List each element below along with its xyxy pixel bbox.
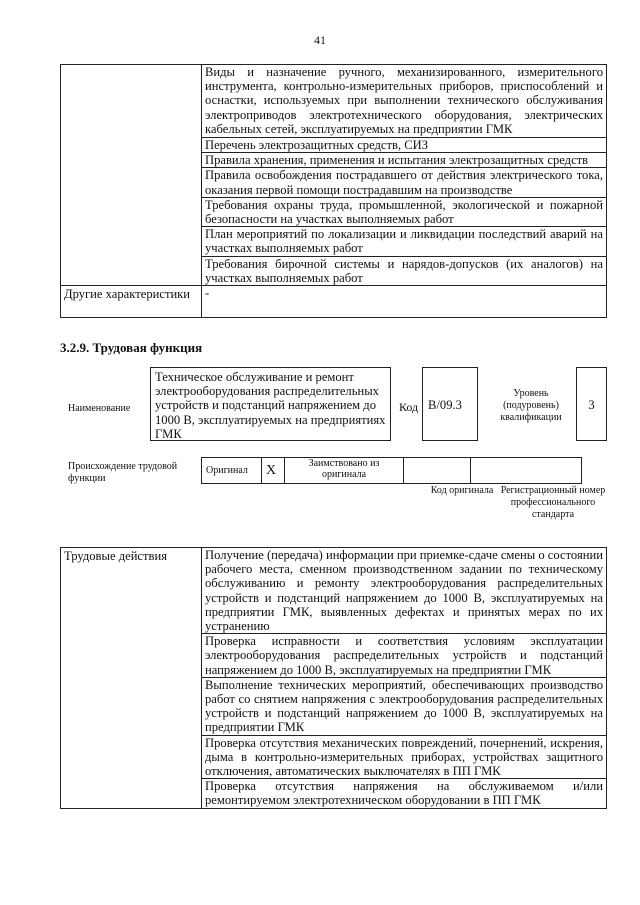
code-original-caption: Код оригинала bbox=[430, 485, 494, 496]
table-cell: Требования бирочной системы и нарядов-допусков (их аналогов) на участках выполняемых работ bbox=[202, 256, 607, 285]
empty-left-cell bbox=[61, 65, 202, 286]
table-cell: Требования охраны труда, промышленной, экологической и пожарной безопасности на участках выполняемых работ bbox=[202, 197, 607, 226]
name-label: Наименование bbox=[68, 403, 131, 414]
table-cell: Получение (передача) информации при приемке-сдаче смены о состоянии рабочего места, сменном производственном задании по техническому обслуживанию и ремонту электрооборудования распределительных устройств и подстанций напряжением до 1000 В, эксплуатируемых на предприятии ГМК, выявленных дефектах и принятых мерах по их устранению bbox=[202, 548, 607, 634]
table-row bbox=[61, 65, 607, 138]
table-row bbox=[202, 458, 582, 484]
function-name-box: Техническое обслуживание и ремонт электрооборудования распределительных устройств и подстанций напряжением до 1000 В, эксплуатируемых на предприятиях ГМК bbox=[150, 367, 391, 441]
labor-actions-table bbox=[60, 547, 607, 809]
reg-number-caption: Регистрационный номер профессионального стандарта bbox=[500, 485, 606, 520]
table-cell: Правила хранения, применения и испытания электрозащитных средств bbox=[202, 153, 607, 168]
level-box: 3 bbox=[576, 367, 607, 441]
page-number: 41 bbox=[314, 33, 326, 47]
original-label: Оригинал bbox=[202, 458, 262, 484]
table-cell: Выполнение технических мероприятий, обеспечивающих производство работ со снятием напряжения с электрооборудования распределительных устройств и подстанций напряжением до 1000 В, эксплуатируемых на предприятии ГМК bbox=[202, 677, 607, 735]
table-row bbox=[61, 548, 607, 634]
other-characteristics-label: Другие характеристики bbox=[61, 286, 202, 318]
knowledge-table bbox=[60, 64, 607, 318]
origin-label: Происхождение трудовой функции bbox=[68, 461, 178, 484]
code-label: Код bbox=[399, 400, 419, 414]
table-cell: Правила освобождения пострадавшего от действия электрического тока, оказания первой помощи пострадавшим на производстве bbox=[202, 168, 607, 197]
level-label: Уровень (подуровень) квалификации bbox=[500, 388, 562, 423]
table-cell: Проверка исправности и соответствия условиям эксплуатации электрооборудования распределительных устройств и подстанций напряжением до 1000 В, эксплуатируемых на предприятии ГМК bbox=[202, 634, 607, 678]
table-cell: Перечень электрозащитных средств, СИЗ bbox=[202, 138, 607, 153]
table-cell: Виды и назначение ручного, механизированного, измерительного инструмента, контрольно-измерительных приборов, приспособлений и оснастки, используемых при выполнении технического обслуживания электроприводов электротехнического оборудования, электрических кабельных сетей, эксплуатируемых на предприятии ГМК bbox=[202, 65, 607, 138]
table-cell: Проверка отсутствия механических повреждений, почернений, искрения, дыма в контрольно-измерительных приборах, устройствах защитного отключения, автоматических выключателях в ПП ГМК bbox=[202, 735, 607, 779]
table-row bbox=[61, 286, 607, 318]
original-mark: X bbox=[262, 458, 285, 484]
table-cell: Проверка отсутствия напряжения на обслуживаемом и/или ремонтируемом электротехническом оборудовании в ПП ГМК bbox=[202, 779, 607, 808]
reg-number-cell bbox=[471, 458, 582, 484]
labor-actions-label: Трудовые действия bbox=[61, 548, 202, 809]
section-heading: 3.2.9. Трудовая функция bbox=[60, 340, 203, 355]
borrowed-label: Заимствовано из оригинала bbox=[285, 458, 404, 484]
code-original-cell bbox=[404, 458, 471, 484]
origin-table bbox=[201, 457, 582, 484]
function-code-box: B/09.3 bbox=[422, 367, 478, 441]
table-cell: План мероприятий по локализации и ликвидации последствий аварий на участках выполняемых работ bbox=[202, 227, 607, 256]
other-characteristics-value: - bbox=[202, 286, 607, 318]
